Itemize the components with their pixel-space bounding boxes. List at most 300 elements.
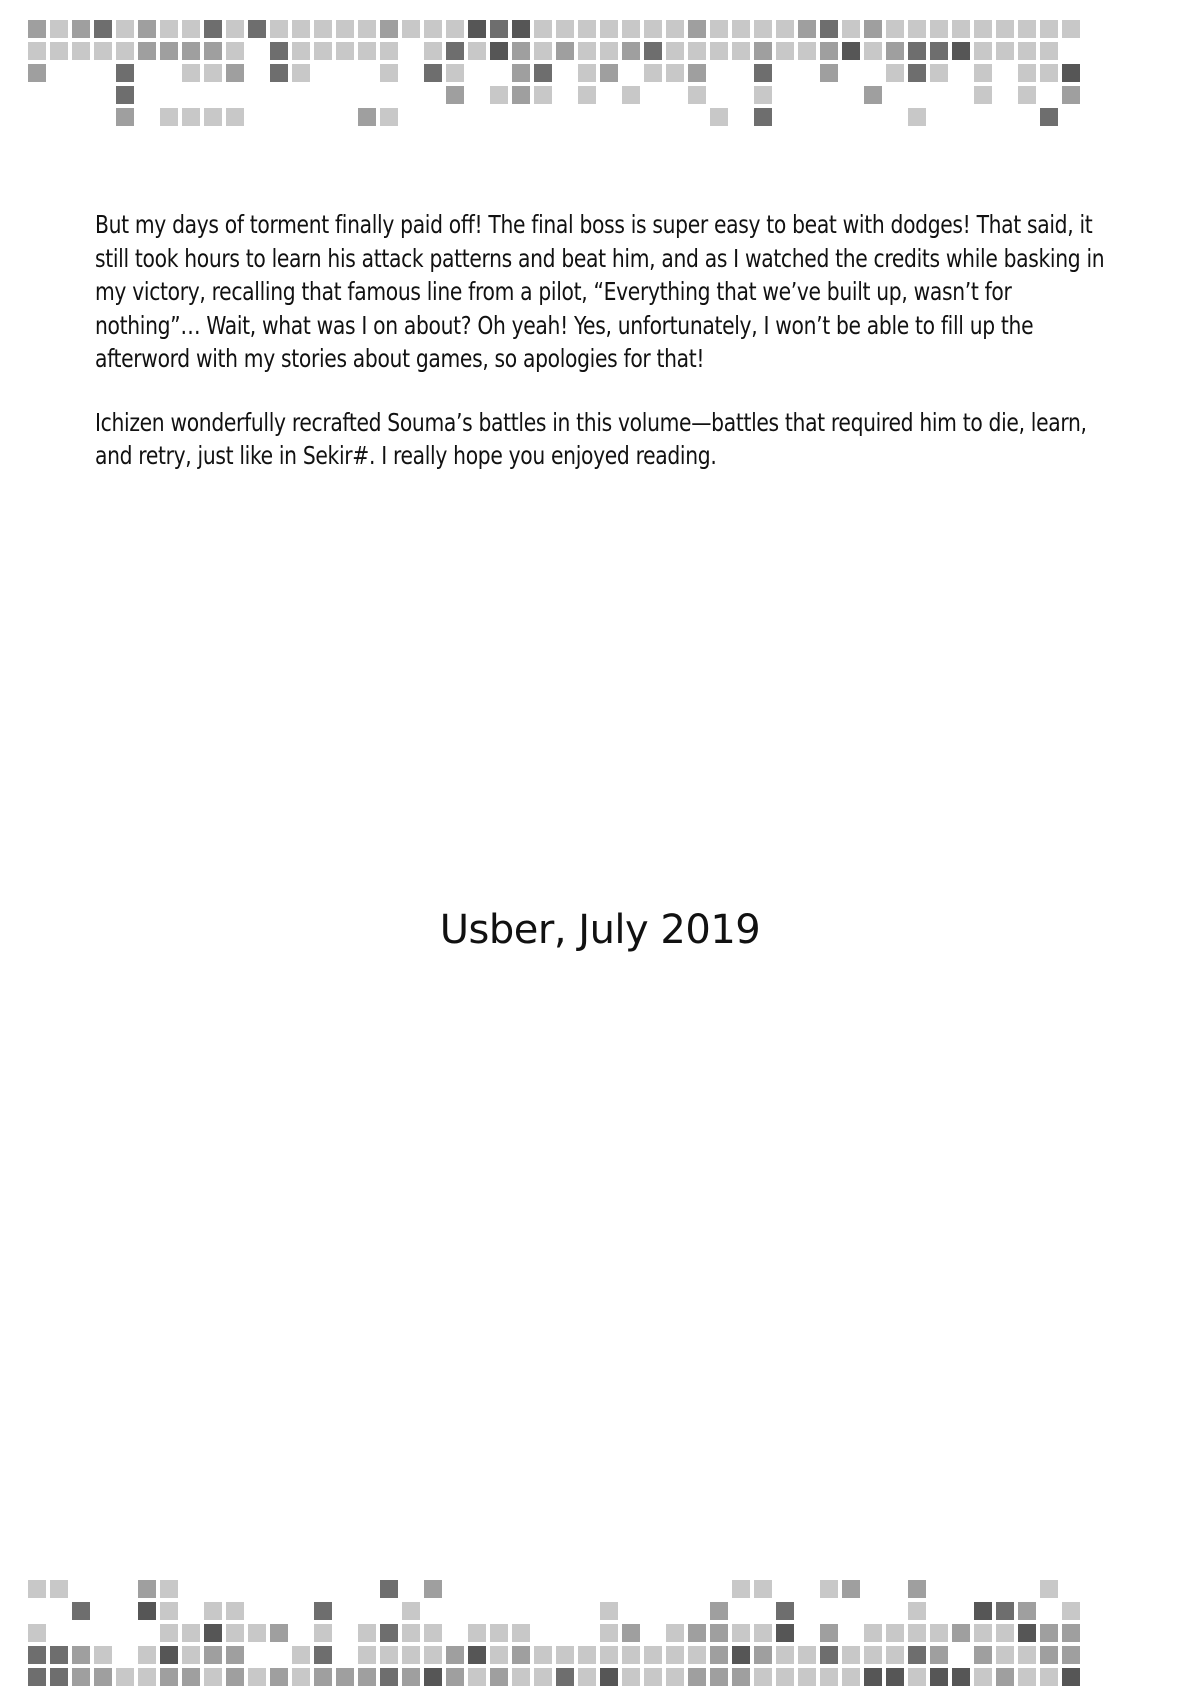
pixel-tile	[94, 1646, 112, 1664]
pixel-tile	[182, 108, 200, 126]
pixel-tile	[600, 1602, 618, 1620]
pixel-tile	[754, 1668, 772, 1686]
pixel-tile	[160, 108, 178, 126]
pixel-tile	[974, 20, 992, 38]
pixel-tile	[688, 42, 706, 60]
pixel-tile	[864, 86, 882, 104]
top-pixel-pattern	[0, 0, 1200, 150]
pixel-tile	[710, 1624, 728, 1642]
pixel-tile	[50, 1646, 68, 1664]
pixel-tile	[886, 1646, 904, 1664]
pixel-tile	[380, 20, 398, 38]
pixel-tile	[490, 1646, 508, 1664]
pixel-tile	[952, 1668, 970, 1686]
pixel-tile	[446, 86, 464, 104]
pixel-tile	[996, 1668, 1014, 1686]
pixel-tile	[842, 1580, 860, 1598]
pixel-tile	[116, 20, 134, 38]
pixel-tile	[930, 64, 948, 82]
pixel-tile	[468, 1646, 486, 1664]
pixel-tile	[798, 1668, 816, 1686]
pixel-tile	[1018, 1646, 1036, 1664]
pixel-tile	[996, 1624, 1014, 1642]
pixel-tile	[204, 1602, 222, 1620]
pixel-tile	[28, 1624, 46, 1642]
pixel-tile	[314, 42, 332, 60]
pixel-tile	[182, 1668, 200, 1686]
pixel-tile	[820, 42, 838, 60]
pixel-tile	[72, 20, 90, 38]
pixel-tile	[402, 1668, 420, 1686]
pixel-tile	[512, 20, 530, 38]
pixel-tile	[358, 108, 376, 126]
pixel-tile	[380, 1624, 398, 1642]
pixel-tile	[974, 1668, 992, 1686]
pixel-tile	[776, 42, 794, 60]
pixel-tile	[908, 1602, 926, 1620]
pixel-tile	[380, 1646, 398, 1664]
pixel-tile	[732, 1624, 750, 1642]
pixel-tile	[1018, 1668, 1036, 1686]
pixel-tile	[336, 20, 354, 38]
pixel-tile	[644, 20, 662, 38]
pixel-tile	[754, 20, 772, 38]
pixel-tile	[182, 64, 200, 82]
pixel-tile	[160, 42, 178, 60]
pixel-tile	[754, 1580, 772, 1598]
pixel-tile	[380, 42, 398, 60]
pixel-tile	[1040, 64, 1058, 82]
pixel-tile	[886, 20, 904, 38]
pixel-tile	[358, 42, 376, 60]
pixel-tile	[600, 1646, 618, 1664]
pixel-tile	[358, 1668, 376, 1686]
pixel-tile	[952, 42, 970, 60]
pixel-tile	[72, 1668, 90, 1686]
pixel-tile	[842, 1668, 860, 1686]
pixel-tile	[380, 1668, 398, 1686]
pixel-tile	[688, 1646, 706, 1664]
pixel-tile	[864, 42, 882, 60]
pixel-tile	[578, 1668, 596, 1686]
pixel-tile	[930, 1668, 948, 1686]
pixel-tile	[688, 64, 706, 82]
pixel-tile	[1018, 42, 1036, 60]
pixel-tile	[820, 1646, 838, 1664]
pixel-tile	[820, 64, 838, 82]
pixel-tile	[710, 1646, 728, 1664]
pixel-tile	[908, 1624, 926, 1642]
pixel-tile	[226, 42, 244, 60]
pixel-tile	[1018, 64, 1036, 82]
pixel-tile	[798, 42, 816, 60]
pixel-tile	[468, 20, 486, 38]
pixel-tile	[666, 1646, 684, 1664]
pixel-tile	[1062, 64, 1080, 82]
pixel-tile	[138, 42, 156, 60]
pixel-tile	[754, 42, 772, 60]
pixel-tile	[226, 108, 244, 126]
pixel-tile	[490, 42, 508, 60]
pixel-tile	[820, 1668, 838, 1686]
pixel-tile	[864, 20, 882, 38]
pixel-tile	[1040, 20, 1058, 38]
pixel-tile	[204, 20, 222, 38]
pixel-tile	[204, 1646, 222, 1664]
afterword-paragraph-2: Ichizen wonderfully recrafted Souma’s battles in this volume—battles that required him to die, learn, and retry, just like in Sekir#. I really hope you enjoyed reading.	[95, 407, 1087, 470]
pixel-tile	[226, 1668, 244, 1686]
pixel-tile	[776, 1624, 794, 1642]
pixel-tile	[996, 1646, 1014, 1664]
pixel-tile	[424, 1646, 442, 1664]
pixel-tile	[512, 1668, 530, 1686]
pixel-tile	[490, 20, 508, 38]
pixel-tile	[578, 42, 596, 60]
pixel-tile	[512, 1624, 530, 1642]
pixel-tile	[732, 20, 750, 38]
pixel-tile	[732, 42, 750, 60]
pixel-tile	[490, 1668, 508, 1686]
pixel-tile	[50, 20, 68, 38]
pixel-tile	[204, 42, 222, 60]
pixel-tile	[710, 42, 728, 60]
pixel-tile	[50, 1668, 68, 1686]
pixel-tile	[160, 1646, 178, 1664]
bottom-pixel-pattern	[0, 1556, 1200, 1706]
pixel-tile	[820, 20, 838, 38]
pixel-tile	[182, 1646, 200, 1664]
pixel-tile	[644, 1646, 662, 1664]
pixel-tile	[776, 1668, 794, 1686]
pixel-tile	[534, 86, 552, 104]
pixel-tile	[886, 64, 904, 82]
pixel-tile	[28, 20, 46, 38]
pixel-tile	[292, 20, 310, 38]
pixel-tile	[270, 42, 288, 60]
pixel-tile	[512, 42, 530, 60]
pixel-tile	[424, 1580, 442, 1598]
pixel-tile	[226, 64, 244, 82]
pixel-tile	[446, 1668, 464, 1686]
pixel-tile	[534, 42, 552, 60]
pixel-tile	[160, 1580, 178, 1598]
pixel-tile	[248, 1624, 266, 1642]
pixel-tile	[160, 20, 178, 38]
pixel-tile	[28, 1668, 46, 1686]
pixel-tile	[644, 64, 662, 82]
pixel-tile	[468, 1668, 486, 1686]
pixel-tile	[204, 1668, 222, 1686]
pixel-tile	[380, 64, 398, 82]
pixel-tile	[1062, 1668, 1080, 1686]
pixel-tile	[468, 42, 486, 60]
pixel-tile	[974, 1624, 992, 1642]
pixel-tile	[138, 20, 156, 38]
pixel-tile	[1062, 1602, 1080, 1620]
pixel-tile	[314, 1646, 332, 1664]
pixel-tile	[996, 1602, 1014, 1620]
pixel-tile	[1018, 1624, 1036, 1642]
pixel-tile	[314, 1602, 332, 1620]
pixel-tile	[94, 42, 112, 60]
pixel-tile	[292, 64, 310, 82]
pixel-tile	[534, 20, 552, 38]
pixel-tile	[974, 64, 992, 82]
pixel-tile	[622, 42, 640, 60]
pixel-tile	[50, 42, 68, 60]
pixel-tile	[424, 42, 442, 60]
pixel-tile	[754, 64, 772, 82]
pixel-tile	[512, 64, 530, 82]
pixel-tile	[578, 1646, 596, 1664]
pixel-tile	[600, 64, 618, 82]
pixel-tile	[820, 1580, 838, 1598]
pixel-tile	[138, 1580, 156, 1598]
pixel-tile	[688, 1624, 706, 1642]
pixel-tile	[666, 20, 684, 38]
pixel-tile	[446, 42, 464, 60]
pixel-tile	[908, 20, 926, 38]
pixel-tile	[380, 108, 398, 126]
pixel-tile	[666, 1668, 684, 1686]
pixel-tile	[314, 20, 332, 38]
pixel-tile	[380, 1580, 398, 1598]
pixel-tile	[732, 1668, 750, 1686]
pixel-tile	[886, 1668, 904, 1686]
pixel-tile	[204, 1624, 222, 1642]
pixel-tile	[886, 42, 904, 60]
pixel-tile	[864, 1668, 882, 1686]
pixel-tile	[996, 42, 1014, 60]
pixel-tile	[292, 1646, 310, 1664]
pixel-tile	[226, 1602, 244, 1620]
pixel-tile	[512, 1646, 530, 1664]
pixel-tile	[974, 1646, 992, 1664]
pixel-tile	[600, 1624, 618, 1642]
pixel-tile	[270, 1624, 288, 1642]
pixel-tile	[402, 1646, 420, 1664]
pixel-tile	[974, 42, 992, 60]
pixel-tile	[182, 20, 200, 38]
pixel-tile	[490, 1624, 508, 1642]
pixel-tile	[1040, 1580, 1058, 1598]
pixel-tile	[72, 42, 90, 60]
pixel-tile	[908, 42, 926, 60]
pixel-tile	[314, 1668, 332, 1686]
pixel-tile	[182, 42, 200, 60]
pixel-tile	[94, 1668, 112, 1686]
pixel-tile	[622, 86, 640, 104]
pixel-tile	[116, 64, 134, 82]
pixel-tile	[578, 86, 596, 104]
pixel-tile	[94, 20, 112, 38]
pixel-tile	[424, 1624, 442, 1642]
pixel-tile	[578, 64, 596, 82]
pixel-tile	[996, 20, 1014, 38]
pixel-tile	[666, 64, 684, 82]
pixel-tile	[116, 1668, 134, 1686]
pixel-tile	[116, 42, 134, 60]
pixel-tile	[556, 1668, 574, 1686]
pixel-tile	[160, 1602, 178, 1620]
pixel-tile	[138, 1646, 156, 1664]
pixel-tile	[336, 42, 354, 60]
pixel-tile	[72, 1646, 90, 1664]
pixel-tile	[842, 42, 860, 60]
pixel-tile	[1062, 20, 1080, 38]
pixel-tile	[1018, 1602, 1036, 1620]
pixel-tile	[138, 1668, 156, 1686]
pixel-tile	[424, 20, 442, 38]
pixel-tile	[204, 108, 222, 126]
pixel-tile	[842, 20, 860, 38]
pixel-tile	[600, 42, 618, 60]
pixel-tile	[908, 1580, 926, 1598]
pixel-tile	[666, 42, 684, 60]
pixel-tile	[710, 1668, 728, 1686]
pixel-tile	[1040, 108, 1058, 126]
pixel-tile	[226, 1624, 244, 1642]
pixel-tile	[930, 20, 948, 38]
pixel-tile	[138, 1602, 156, 1620]
pixel-tile	[490, 86, 508, 104]
pixel-tile	[952, 20, 970, 38]
pixel-tile	[908, 1668, 926, 1686]
pixel-tile	[1040, 1668, 1058, 1686]
bottom-pixel-border	[0, 1556, 1200, 1706]
pixel-tile	[248, 20, 266, 38]
pixel-tile	[622, 1668, 640, 1686]
pixel-tile	[358, 20, 376, 38]
pixel-tile	[468, 1624, 486, 1642]
pixel-tile	[556, 1646, 574, 1664]
pixel-tile	[754, 1646, 772, 1664]
pixel-tile	[952, 1624, 970, 1642]
pixel-tile	[886, 1624, 904, 1642]
top-pixel-border	[0, 0, 1200, 150]
pixel-tile	[182, 1624, 200, 1642]
pixel-tile	[358, 1646, 376, 1664]
pixel-tile	[446, 1646, 464, 1664]
pixel-tile	[710, 20, 728, 38]
pixel-tile	[556, 42, 574, 60]
pixel-tile	[1040, 1646, 1058, 1664]
pixel-tile	[622, 1624, 640, 1642]
pixel-tile	[28, 64, 46, 82]
pixel-tile	[688, 86, 706, 104]
pixel-tile	[358, 1624, 376, 1642]
pixel-tile	[1018, 86, 1036, 104]
pixel-tile	[754, 86, 772, 104]
pixel-tile	[644, 1668, 662, 1686]
pixel-tile	[314, 1624, 332, 1642]
afterword-body	[95, 208, 1125, 473]
pixel-tile	[688, 1668, 706, 1686]
pixel-tile	[446, 20, 464, 38]
pixel-tile	[1062, 1624, 1080, 1642]
pixel-tile	[1018, 20, 1036, 38]
pixel-tile	[116, 108, 134, 126]
pixel-tile	[864, 1624, 882, 1642]
pixel-tile	[160, 1624, 178, 1642]
pixel-tile	[28, 1580, 46, 1598]
pixel-tile	[226, 20, 244, 38]
pixel-tile	[424, 64, 442, 82]
pixel-tile	[534, 1668, 552, 1686]
pixel-tile	[1062, 86, 1080, 104]
pixel-tile	[908, 1646, 926, 1664]
pixel-tile	[754, 108, 772, 126]
signature: Usber, July 2019	[439, 907, 761, 953]
pixel-tile	[1040, 42, 1058, 60]
pixel-tile	[974, 1602, 992, 1620]
pixel-tile	[622, 20, 640, 38]
pixel-tile	[776, 1646, 794, 1664]
pixel-tile	[512, 86, 530, 104]
pixel-tile	[270, 64, 288, 82]
pixel-tile	[1062, 1646, 1080, 1664]
pixel-tile	[930, 1624, 948, 1642]
pixel-tile	[204, 64, 222, 82]
pixel-tile	[908, 64, 926, 82]
pixel-tile	[798, 20, 816, 38]
pixel-tile	[732, 1580, 750, 1598]
pixel-tile	[776, 20, 794, 38]
pixel-tile	[1040, 1624, 1058, 1642]
pixel-tile	[798, 1646, 816, 1664]
pixel-tile	[688, 20, 706, 38]
pixel-tile	[930, 1646, 948, 1664]
pixel-tile	[292, 42, 310, 60]
pixel-tile	[600, 1668, 618, 1686]
pixel-tile	[28, 1646, 46, 1664]
pixel-tile	[864, 1646, 882, 1664]
pixel-tile	[908, 108, 926, 126]
afterword-paragraph-1: But my days of torment finally paid off! The final boss is super easy to beat with dodges! That said, it still took hours to learn his attack patterns and beat him, and as I watched the credits while basking in my victory, recalling that famous line from a pilot, “Everything that we’ve built up, wasn’t for nothing”… Wait, what was I on about? Oh yeah! Yes, unfortunately, I won’t be able to fill up the afterword with my stories about games, so apologies for that!	[95, 210, 1105, 373]
pixel-tile	[336, 1668, 354, 1686]
pixel-tile	[446, 64, 464, 82]
pixel-tile	[754, 1624, 772, 1642]
pixel-tile	[116, 86, 134, 104]
pixel-tile	[226, 1646, 244, 1664]
pixel-tile	[622, 1646, 640, 1664]
pixel-tile	[534, 64, 552, 82]
pixel-tile	[556, 20, 574, 38]
pixel-tile	[292, 1668, 310, 1686]
pixel-tile	[160, 1668, 178, 1686]
pixel-tile	[842, 1646, 860, 1664]
pixel-tile	[270, 20, 288, 38]
pixel-tile	[644, 42, 662, 60]
pixel-tile	[50, 1580, 68, 1598]
pixel-tile	[578, 20, 596, 38]
pixel-tile	[710, 1602, 728, 1620]
pixel-tile	[402, 20, 420, 38]
pixel-tile	[974, 86, 992, 104]
pixel-tile	[402, 1624, 420, 1642]
pixel-tile	[600, 20, 618, 38]
pixel-tile	[424, 1668, 442, 1686]
pixel-tile	[732, 1646, 750, 1664]
pixel-tile	[402, 1602, 420, 1620]
pixel-tile	[930, 42, 948, 60]
pixel-tile	[534, 1646, 552, 1664]
pixel-tile	[776, 1602, 794, 1620]
pixel-tile	[666, 1624, 684, 1642]
pixel-tile	[820, 1624, 838, 1642]
pixel-tile	[270, 1668, 288, 1686]
pixel-tile	[72, 1602, 90, 1620]
